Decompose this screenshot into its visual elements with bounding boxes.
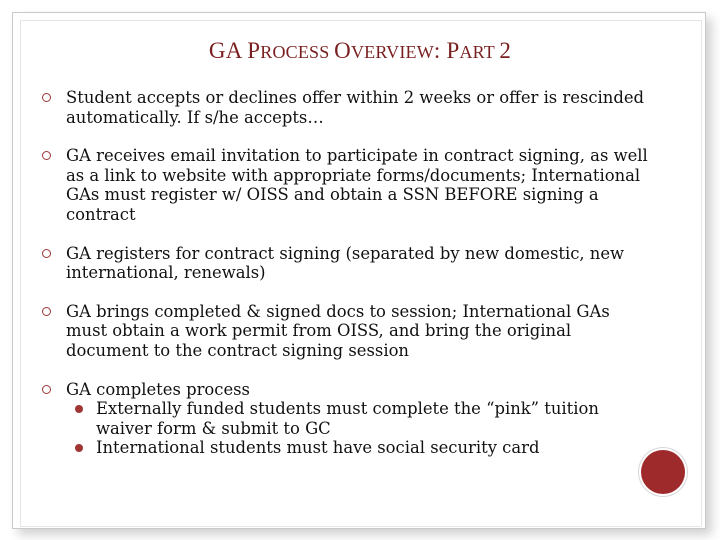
title-part-2-cap: O (334, 38, 351, 63)
bullet-ring-icon (42, 249, 51, 258)
bullet-text: GA receives email invitation to participate in contract signing, as well as a link to website with appropriate forms/documents; International GAs must register w/ OISS and obtain a SSN BEFORE signing a contract (66, 146, 648, 224)
bullet-text: GA completes process (66, 379, 250, 399)
sub-bullet-dot-icon (75, 444, 83, 452)
bullet-ring-icon (42, 307, 51, 316)
bullet-ring-icon (42, 151, 51, 160)
decorative-circle-icon (641, 450, 685, 494)
bullet-ring-icon (42, 93, 51, 102)
bullet-text: GA registers for contract signing (separated by new domestic, new international, renewals) (66, 243, 625, 283)
sub-bullet-item (66, 438, 652, 458)
title-part-3-cap: : P (433, 38, 460, 63)
bullet-item (42, 88, 652, 127)
bullet-item (42, 302, 652, 361)
title-part-1-cap: P (247, 38, 261, 63)
title-part-1-rest: ROCESS (260, 42, 335, 62)
bullet-text: GA brings completed & signed docs to session; International GAs must obtain a work permit from OISS, and bring the original document to the contract signing session (66, 301, 610, 360)
bullet-item (42, 380, 652, 458)
bullet-item (42, 146, 652, 224)
sub-bullet-dot-icon (75, 405, 83, 413)
bullet-ring-icon (42, 385, 51, 394)
slide-title (0, 38, 720, 64)
sub-bullet-item (66, 399, 652, 438)
bullet-list (42, 88, 652, 458)
title-part-0: GA (208, 38, 248, 63)
title-part-4-cap: 2 (499, 38, 512, 63)
bullet-item (42, 244, 652, 283)
bullet-text: Student accepts or declines offer within 2 weeks or offer is rescinded automatically. If s/he accepts… (66, 88, 645, 127)
sub-bullet-list (66, 399, 652, 458)
title-part-2-rest: VERVIEW (350, 42, 434, 62)
sub-bullet-text: Externally funded students must complete the “pink” tuition waiver form & submit to GC (96, 399, 599, 438)
sub-bullet-text: International students must have social security card (96, 438, 540, 458)
title-part-3-rest: ART (459, 42, 500, 62)
